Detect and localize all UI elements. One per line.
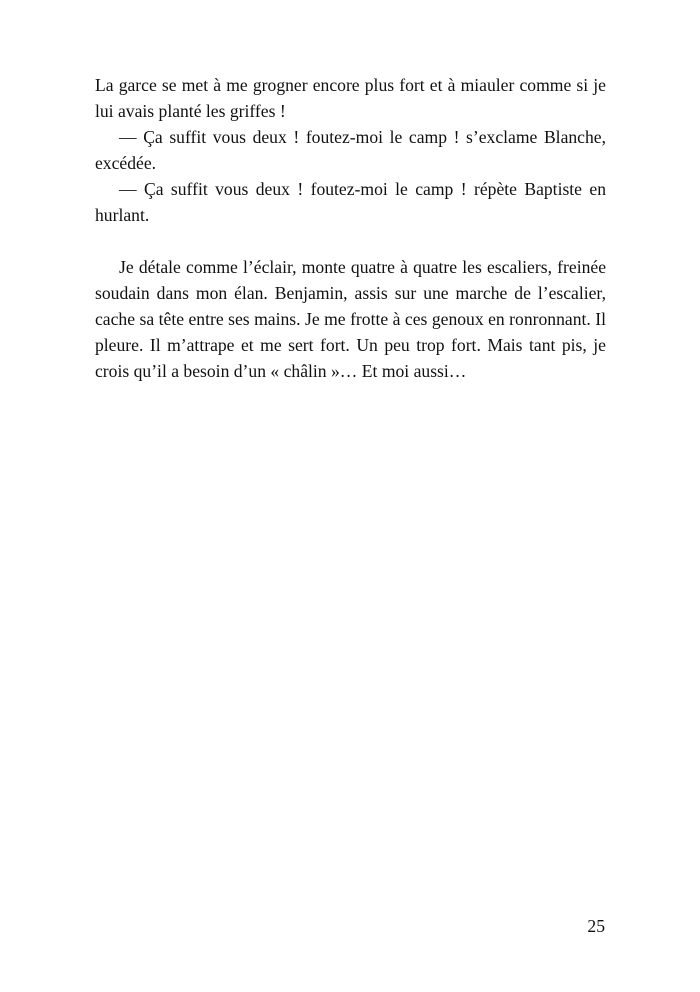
paragraph-growl: La garce se met à me grogner encore plus fort et à miauler comme si je lui avais planté les griffes ! <box>95 75 606 121</box>
page-number: 25 <box>587 916 605 936</box>
paragraph-spacer <box>95 228 606 254</box>
paragraph-stairs: Je détale comme l’éclair, monte quatre à quatre les escaliers, freinée soudain dans mon élan. Benjamin, assis sur une marche de l’escalier, cache sa tête entre ses mains. Je me frotte à ces genoux en ronronnant. Il pleure. Il m’attrape et me sert fort. Un peu trop fort. Mais tant pis, je crois qu’il a besoin d’un « châlin »… Et moi aussi… <box>95 257 606 381</box>
dialogue-baptiste: — Ça suffit vous deux ! foutez-moi le camp ! répète Baptiste en hurlant. <box>95 179 606 225</box>
body-text <box>95 72 606 384</box>
dialogue-blanche: — Ça suffit vous deux ! foutez-moi le camp ! s’exclame Blanche, excédée. <box>95 127 606 173</box>
